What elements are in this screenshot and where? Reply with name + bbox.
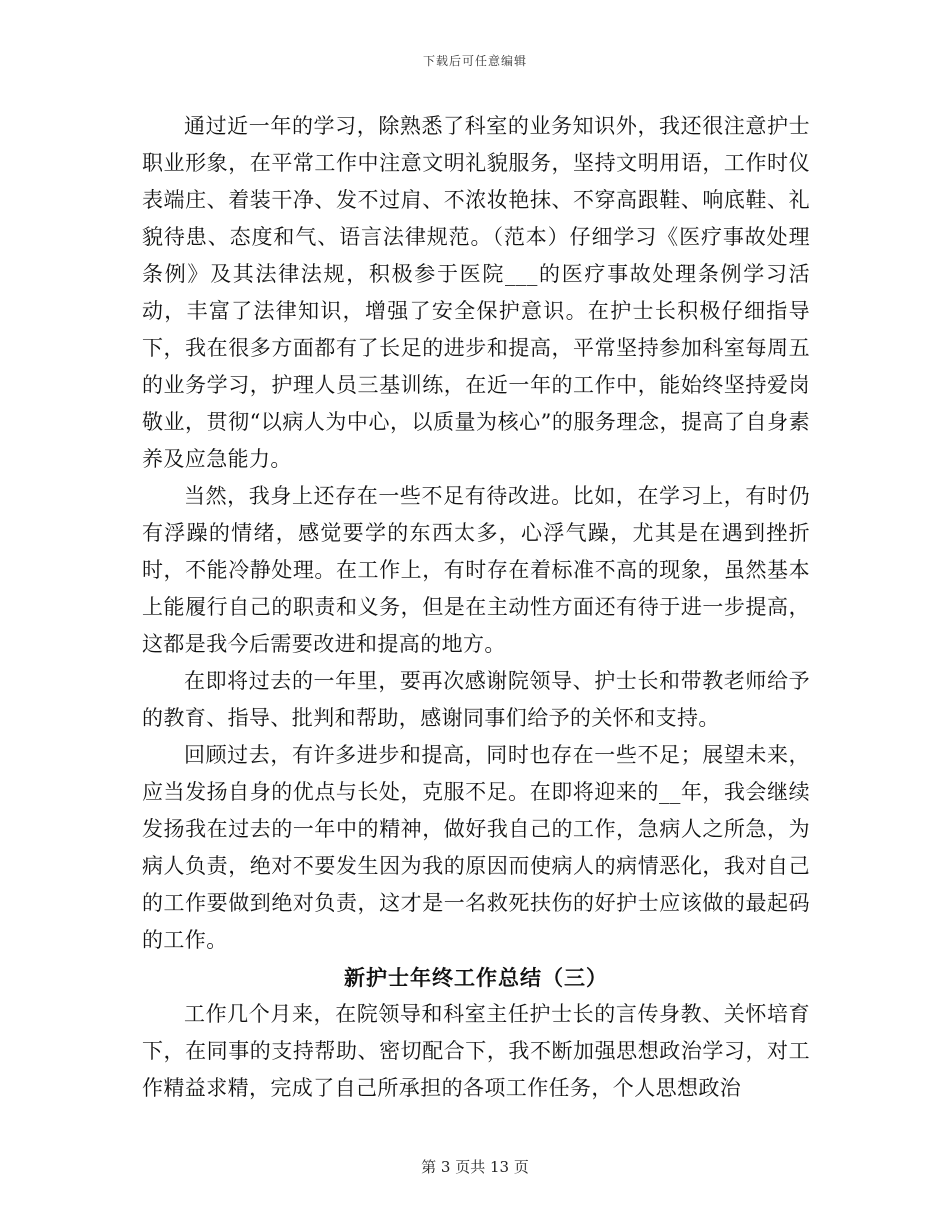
paragraph-outlook: 回顾过去，有许多进步和提高，同时也存在一些不足；展望未来，应当发扬自身的优点与长处，克服不足。在即将迎来的__年，我会继续发扬我在过去的一年中的精神，做好我自己的工作，急病人之所急，为病人负责，绝对不要发生因为我的原因而使病人的病情恶化，我对自己的工作要做到绝对负责，这才是一名救死扶伤的好护士应该做的最起码的工作。 bbox=[142, 743, 810, 952]
document-body bbox=[142, 108, 810, 1107]
page-number: 第 3 页共 13 页 bbox=[421, 1158, 529, 1176]
paragraph-section-intro: 工作几个月来，在院领导和科室主任护士长的言传身教、关怀培育下，在同事的支持帮助、密切配合下，我不断加强思想政治学习，对工作精益求精，完成了自己所承担的各项工作任务，个人思想政治 bbox=[142, 1002, 810, 1100]
paragraph-study-summary: 通过近一年的学习，除熟悉了科室的业务知识外，我还很注意护士职业形象，在平常工作中注意文明礼貌服务，坚持文明用语，工作时仪表端庄、着装干净、发不过肩、不浓妆艳抹、不穿高跟鞋、响底鞋、礼貌待患、态度和气、语言法律规范。（范本）仔细学习《医疗事故处理条例》及其法律法规，积极参于医院___的医疗事故处理条例学习活动，丰富了法律知识，增强了安全保护意识。在护士长积极仔细指导下，我在很多方面都有了长足的进步和提高，平常坚持参加科室每周五的业务学习，护理人员三基训练，在近一年的工作中，能始终坚持爱岗敬业，贯彻“以病人为中心，以质量为核心”的服务理念，提高了自身素养及应急能力。 bbox=[142, 114, 810, 471]
section-title: 新护士年终工作总结（三） bbox=[344, 965, 608, 990]
paragraph-shortcomings: 当然，我身上还存在一些不足有待改进。比如，在学习上，有时仍有浮躁的情绪，感觉要学的东西太多，心浮气躁，尤其是在遇到挫折时，不能冷静处理。在工作上，有时存在着标准不高的现象，虽然基本上能履行自己的职责和义务，但是在主动性方面还有待于进一步提高，这都是我今后需要改进和提高的地方。 bbox=[142, 484, 810, 656]
paragraph-thanks: 在即将过去的一年里，要再次感谢院领导、护士长和带教老师给予的教育、指导、批判和帮助，感谢同事们给予的关怀和支持。 bbox=[142, 669, 810, 730]
page-header-note: 下载后可任意编辑 bbox=[422, 54, 527, 68]
